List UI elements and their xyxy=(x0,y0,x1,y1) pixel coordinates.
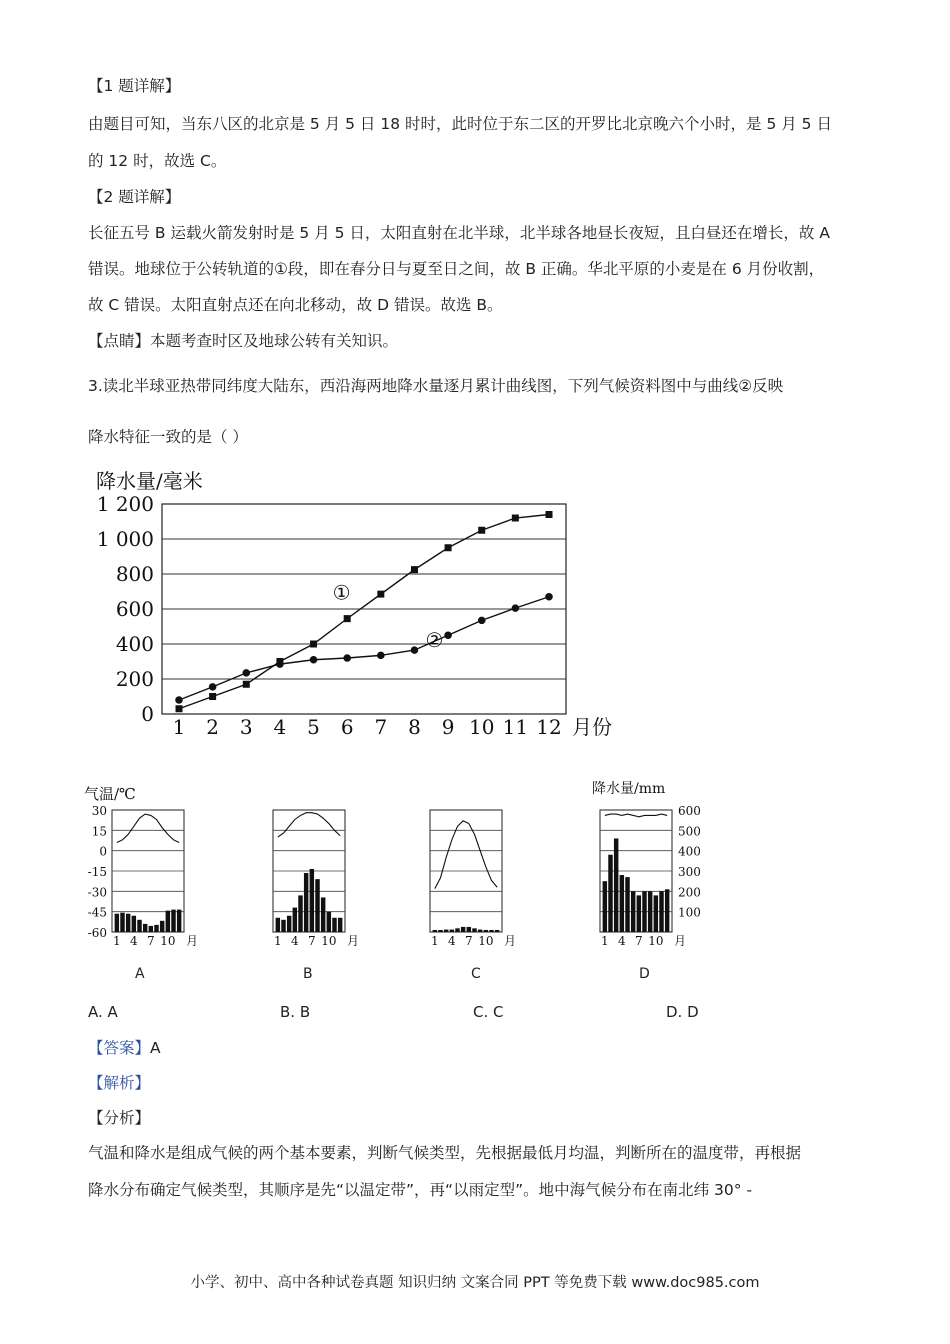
data-point xyxy=(310,656,318,664)
chart-label-a: A xyxy=(135,966,145,982)
data-point xyxy=(243,681,250,688)
precip-bar xyxy=(321,897,325,932)
precip-bar xyxy=(455,928,459,932)
month-tick: 1 xyxy=(601,934,609,948)
precip-bar xyxy=(132,916,136,932)
month-tick: 4 xyxy=(618,934,626,948)
precip-bar xyxy=(143,924,147,932)
page-footer: 小学、初中、高中各种试卷真题 知识归纳 文案合同 PPT 等免费下载 www.doc985.com xyxy=(190,1275,760,1291)
data-point xyxy=(343,654,351,662)
precip-tick: 200 xyxy=(678,885,701,900)
answer-line xyxy=(88,1038,161,1058)
climate-chart-d xyxy=(592,780,701,948)
text-line: 由题目可知，当东八区的北京是 5 月 5 日 18 时时，此时位于东二区的开罗比北京晚六个小时，是 5 月 5 日 xyxy=(88,115,832,133)
precip-bar xyxy=(438,930,442,932)
precip-bar xyxy=(120,913,124,932)
option-a: A. A xyxy=(88,1003,118,1021)
x-tick-label: 1 xyxy=(172,715,186,739)
month-tick: 10 xyxy=(321,934,337,948)
precip-bar xyxy=(154,925,158,932)
option-b: B. B xyxy=(280,1003,311,1021)
data-point xyxy=(377,591,384,598)
climate-chart-a xyxy=(84,785,198,948)
month-tick: 1 xyxy=(431,934,439,948)
x-tick-label: 4 xyxy=(273,715,287,739)
month-tick: 7 xyxy=(465,934,473,948)
precip-bar xyxy=(631,891,635,932)
precip-bar xyxy=(625,877,629,932)
precip-bar xyxy=(149,926,153,932)
precip-bar xyxy=(281,920,285,932)
chart-label-c: C xyxy=(471,966,481,982)
x-tick-label: 2 xyxy=(206,715,220,739)
precip-bar xyxy=(304,873,308,932)
month-tick: 10 xyxy=(160,934,176,948)
precip-bar xyxy=(467,927,471,932)
precip-bar xyxy=(450,930,454,932)
climate-charts xyxy=(80,775,720,955)
data-point xyxy=(209,693,216,700)
data-point xyxy=(478,527,485,534)
x-tick-label: 11 xyxy=(502,715,529,739)
chart-title: 降水量/毫米 xyxy=(96,469,203,493)
y-tick-label: 800 xyxy=(115,562,154,586)
temp-tick: 30 xyxy=(91,804,107,818)
cumulative-precipitation-chart xyxy=(88,458,648,748)
temperature-curve xyxy=(435,821,497,889)
precip-bar xyxy=(637,895,641,932)
month-tick: 4 xyxy=(130,934,138,948)
precip-bar xyxy=(293,908,297,932)
month-tick: 7 xyxy=(147,934,155,948)
text-line: 故 C 错误。太阳直射点还在向北移动，故 D 错误。故选 B。 xyxy=(88,296,503,314)
y-tick-label: 0 xyxy=(141,702,154,726)
x-tick-label: 5 xyxy=(307,715,320,739)
precip-bar xyxy=(338,918,342,932)
precip-bar xyxy=(327,912,331,932)
data-point xyxy=(512,515,519,522)
precip-bar xyxy=(665,889,669,932)
precip-bar xyxy=(137,920,141,932)
climate-chart-b xyxy=(273,810,359,948)
data-point xyxy=(276,660,284,668)
data-point xyxy=(176,705,183,712)
data-point xyxy=(545,593,553,601)
data-point xyxy=(445,544,452,551)
x-axis-label: 月份 xyxy=(572,715,612,739)
data-point xyxy=(209,683,217,691)
precip-bar xyxy=(177,910,181,932)
temp-tick: -30 xyxy=(87,885,107,900)
precip-bar xyxy=(287,916,291,932)
temp-tick: -15 xyxy=(87,865,107,879)
precip-tick: 500 xyxy=(678,824,701,839)
precip-bar xyxy=(659,891,663,932)
x-tick-label: 6 xyxy=(340,715,354,739)
temperature-curve xyxy=(117,814,179,842)
x-tick-label: 10 xyxy=(469,715,495,739)
precip-bar xyxy=(648,891,652,932)
temp-tick: 15 xyxy=(91,824,107,839)
x-tick-label: 7 xyxy=(374,715,388,739)
precip-bar xyxy=(115,914,119,932)
temperature-curve xyxy=(605,814,667,817)
precip-bar xyxy=(603,881,607,932)
precip-bar xyxy=(171,910,175,932)
precip-bar xyxy=(620,875,624,932)
precip-bar xyxy=(461,927,465,932)
data-point xyxy=(344,615,351,622)
precip-bar xyxy=(315,879,319,932)
precip-bar xyxy=(276,918,280,932)
data-point xyxy=(512,604,520,612)
precip-bar xyxy=(489,930,493,932)
answer-value: A xyxy=(150,1039,161,1057)
series-label-1: ① xyxy=(332,580,351,605)
month-tick: 7 xyxy=(308,934,316,948)
month-tick: 月 xyxy=(185,934,199,948)
precip-bar xyxy=(642,891,646,932)
precip-bar xyxy=(614,838,618,932)
precip-bar xyxy=(160,921,164,932)
analysis-text: 降水分布确定气候类型，其顺序是先“以温定带”，再“以雨定型”。地中海气候分布在南北纬 30° - xyxy=(88,1181,753,1199)
precip-bar xyxy=(310,869,314,932)
precip-axis-title: 降水量/mm xyxy=(592,781,666,797)
precip-bar xyxy=(444,930,448,932)
data-point xyxy=(478,617,486,625)
precip-tick: 300 xyxy=(678,865,701,879)
precip-bar xyxy=(495,930,499,932)
question-3-text: 降水特征一致的是（ ） xyxy=(88,428,248,446)
month-tick: 4 xyxy=(448,934,456,948)
data-point xyxy=(546,511,553,518)
data-point xyxy=(444,631,452,639)
fenxi-heading: 【分析】 xyxy=(88,1109,151,1127)
precip-bar xyxy=(608,855,612,932)
month-tick: 1 xyxy=(113,934,121,948)
precip-tick: 400 xyxy=(678,844,701,859)
y-tick-label: 1 000 xyxy=(96,527,154,551)
precip-bar xyxy=(332,918,336,932)
precip-tick: 100 xyxy=(678,905,701,920)
series-line-1 xyxy=(179,515,549,709)
month-tick: 7 xyxy=(635,934,643,948)
month-tick: 月 xyxy=(673,934,687,948)
y-tick-label: 600 xyxy=(115,597,154,621)
chart-label-b: B xyxy=(303,966,313,982)
precip-bar xyxy=(654,895,658,932)
precip-bar xyxy=(126,914,130,932)
temp-axis-title: 气温/℃ xyxy=(84,785,136,803)
precip-bar xyxy=(433,930,437,932)
month-tick: 4 xyxy=(291,934,299,948)
analysis-text: 气温和降水是组成气候的两个基本要素，判断气候类型，先根据最低月均温，判断所在的温度带，再根据 xyxy=(88,1144,802,1162)
precip-tick: 600 xyxy=(678,804,701,818)
x-tick-label: 12 xyxy=(536,715,562,739)
precip-bar xyxy=(478,930,482,932)
dianjing-text: 【点睛】本题考查时区及地球公转有关知识。 xyxy=(88,332,399,350)
month-tick: 10 xyxy=(648,934,664,948)
month-tick: 10 xyxy=(478,934,494,948)
precip-bar xyxy=(472,928,476,932)
data-point xyxy=(310,641,317,648)
jiexi-heading: 【解析】 xyxy=(88,1074,151,1092)
month-tick: 月 xyxy=(346,934,360,948)
x-tick-label: 3 xyxy=(239,715,253,739)
precip-bar xyxy=(298,895,302,932)
x-tick-label: 8 xyxy=(408,715,421,739)
data-point xyxy=(242,669,250,677)
precip-bar xyxy=(166,911,170,932)
text-line: 的 12 时，故选 C。 xyxy=(88,152,227,170)
temp-tick: -60 xyxy=(87,926,107,940)
temperature-curve xyxy=(278,813,340,837)
chart-label-d: D xyxy=(639,966,650,982)
data-point xyxy=(411,566,418,573)
y-tick-label: 400 xyxy=(115,632,154,656)
question-3-text: 3.读北半球亚热带同纬度大陆东，西沿海两地降水量逐月累计曲线图，下列气候资料图中与曲线②反映 xyxy=(88,377,784,395)
climate-chart-c xyxy=(430,810,516,948)
answer-tag: 【答案】 xyxy=(88,1039,151,1057)
text-line: 长征五号 B 运载火箭发射时是 5 月 5 日，太阳直射在北半球，北半球各地昼长夜短，且白昼还在增长，故 A xyxy=(88,224,830,242)
data-point xyxy=(411,646,419,654)
x-tick-label: 9 xyxy=(441,715,455,739)
data-point xyxy=(175,696,183,704)
option-c: C. C xyxy=(473,1003,504,1021)
precip-bar xyxy=(484,930,488,932)
series-line-2 xyxy=(179,597,549,700)
y-tick-label: 1 200 xyxy=(96,492,154,516)
series-label-2: ② xyxy=(425,627,444,652)
month-tick: 月 xyxy=(503,934,517,948)
option-d: D. D xyxy=(666,1003,699,1021)
heading-q1-detail: 【1 题详解】 xyxy=(88,77,181,95)
temp-tick: -45 xyxy=(87,905,107,920)
data-point xyxy=(377,652,385,660)
temp-tick: 0 xyxy=(99,844,107,859)
text-line: 错误。地球位于公转轨道的①段，即在春分日与夏至日之间，故 B 正确。华北平原的小麦是在 6 月份收割， xyxy=(88,260,825,278)
heading-q2-detail: 【2 题详解】 xyxy=(88,188,181,206)
y-tick-label: 200 xyxy=(115,667,154,691)
month-tick: 1 xyxy=(274,934,282,948)
